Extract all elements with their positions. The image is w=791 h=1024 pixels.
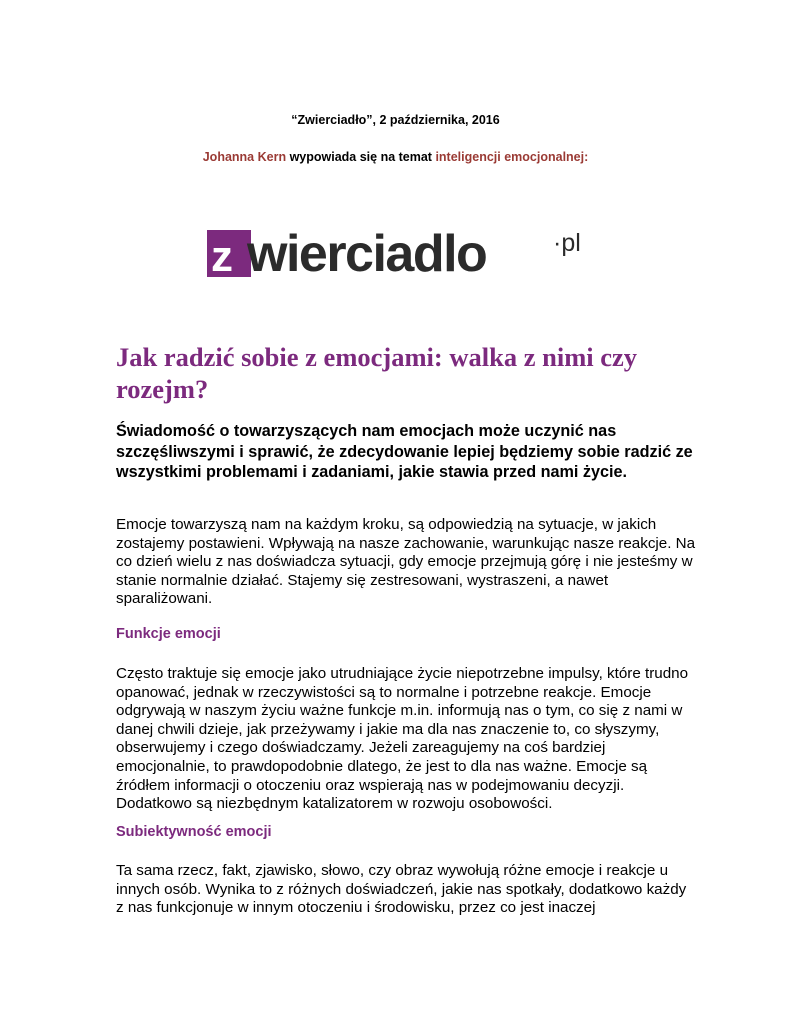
author-name: Johanna Kern — [202, 150, 287, 164]
logo-mark — [207, 230, 251, 281]
section-heading-subjectivity: Subiektywność emocji — [116, 824, 272, 840]
logo-letter: z — [211, 232, 233, 281]
article-paragraph: Ta sama rzecz, fakt, zjawisko, słowo, czy obraz wywołują różne emocje i reakcje u innych osób. Wynika to z różnych doświadczeń, jakie nas spotkały, dodatkowo każdy z nas funkcjonuje w innym otoczeniu i środowisku, przez co jest inaczej — [116, 862, 687, 917]
intro-middle-text: wypowiada się na temat — [286, 150, 436, 164]
article-lead: Świadomość o towarzyszących nam emocjach może uczynić nas szczęśliwszymi i sprawić, że zdecydowanie lepiej będziemy sobie radzić ze wszystkimi problemami i zadaniami, jakie stawia przed nami życie. — [116, 422, 693, 481]
zwierciadlo-logo — [207, 226, 607, 282]
section-heading-functions: Funkcje emocji — [116, 626, 221, 642]
article-paragraph: Często traktuje się emocje jako utrudniające życie niepotrzebne impulsy, które trudno opanować, jednak w rzeczywistości są to normalne i potrzebne reakcje. Emocje odgrywają w naszym życiu ważne funkcje m.in. informują nas o tym, co się z nami w danej chwili dzieje, jak przeżywamy i jakie ma dla nas znaczenie to, co słyszymy, obserwujemy i czego doświadczamy. Jeżeli zareagujemy na coś bardziej emocjonalnie, to prawdopodobnie dlatego, że jest to dla nas ważne. Emocje są źródłem informacji o otoczeniu oraz wspierają nas w podejmowaniu decyzji. Dodatkowo są niezbędnym katalizatorem w rozwoju osobowości. — [116, 665, 689, 813]
logo-domain: ·pl — [553, 229, 581, 257]
article-title: Jak radzić sobie z emocjami: walka z nimi czy rozejm? — [116, 342, 638, 404]
intro-line — [0, 150, 791, 164]
topic-text: inteligencji emocjonalnej: — [435, 150, 589, 164]
article-paragraph: Emocje towarzyszą nam na każdym kroku, są odpowiedzią na sytuacje, w jakich zostajemy postawieni. Wpływają na nasze zachowanie, warunkując nasze reakcje. Na co dzień wielu z nas doświadcza sytuacji, gdy emocje przejmują górę i nie jesteśmy w stanie normalnie działać. Stajemy się zestresowani, wystraszeni, a nawet sparaliżowani. — [116, 516, 696, 608]
logo-wordmark: wierciadlo — [247, 225, 487, 283]
source-citation: “Zwierciadło”, 2 października, 2016 — [291, 113, 500, 127]
